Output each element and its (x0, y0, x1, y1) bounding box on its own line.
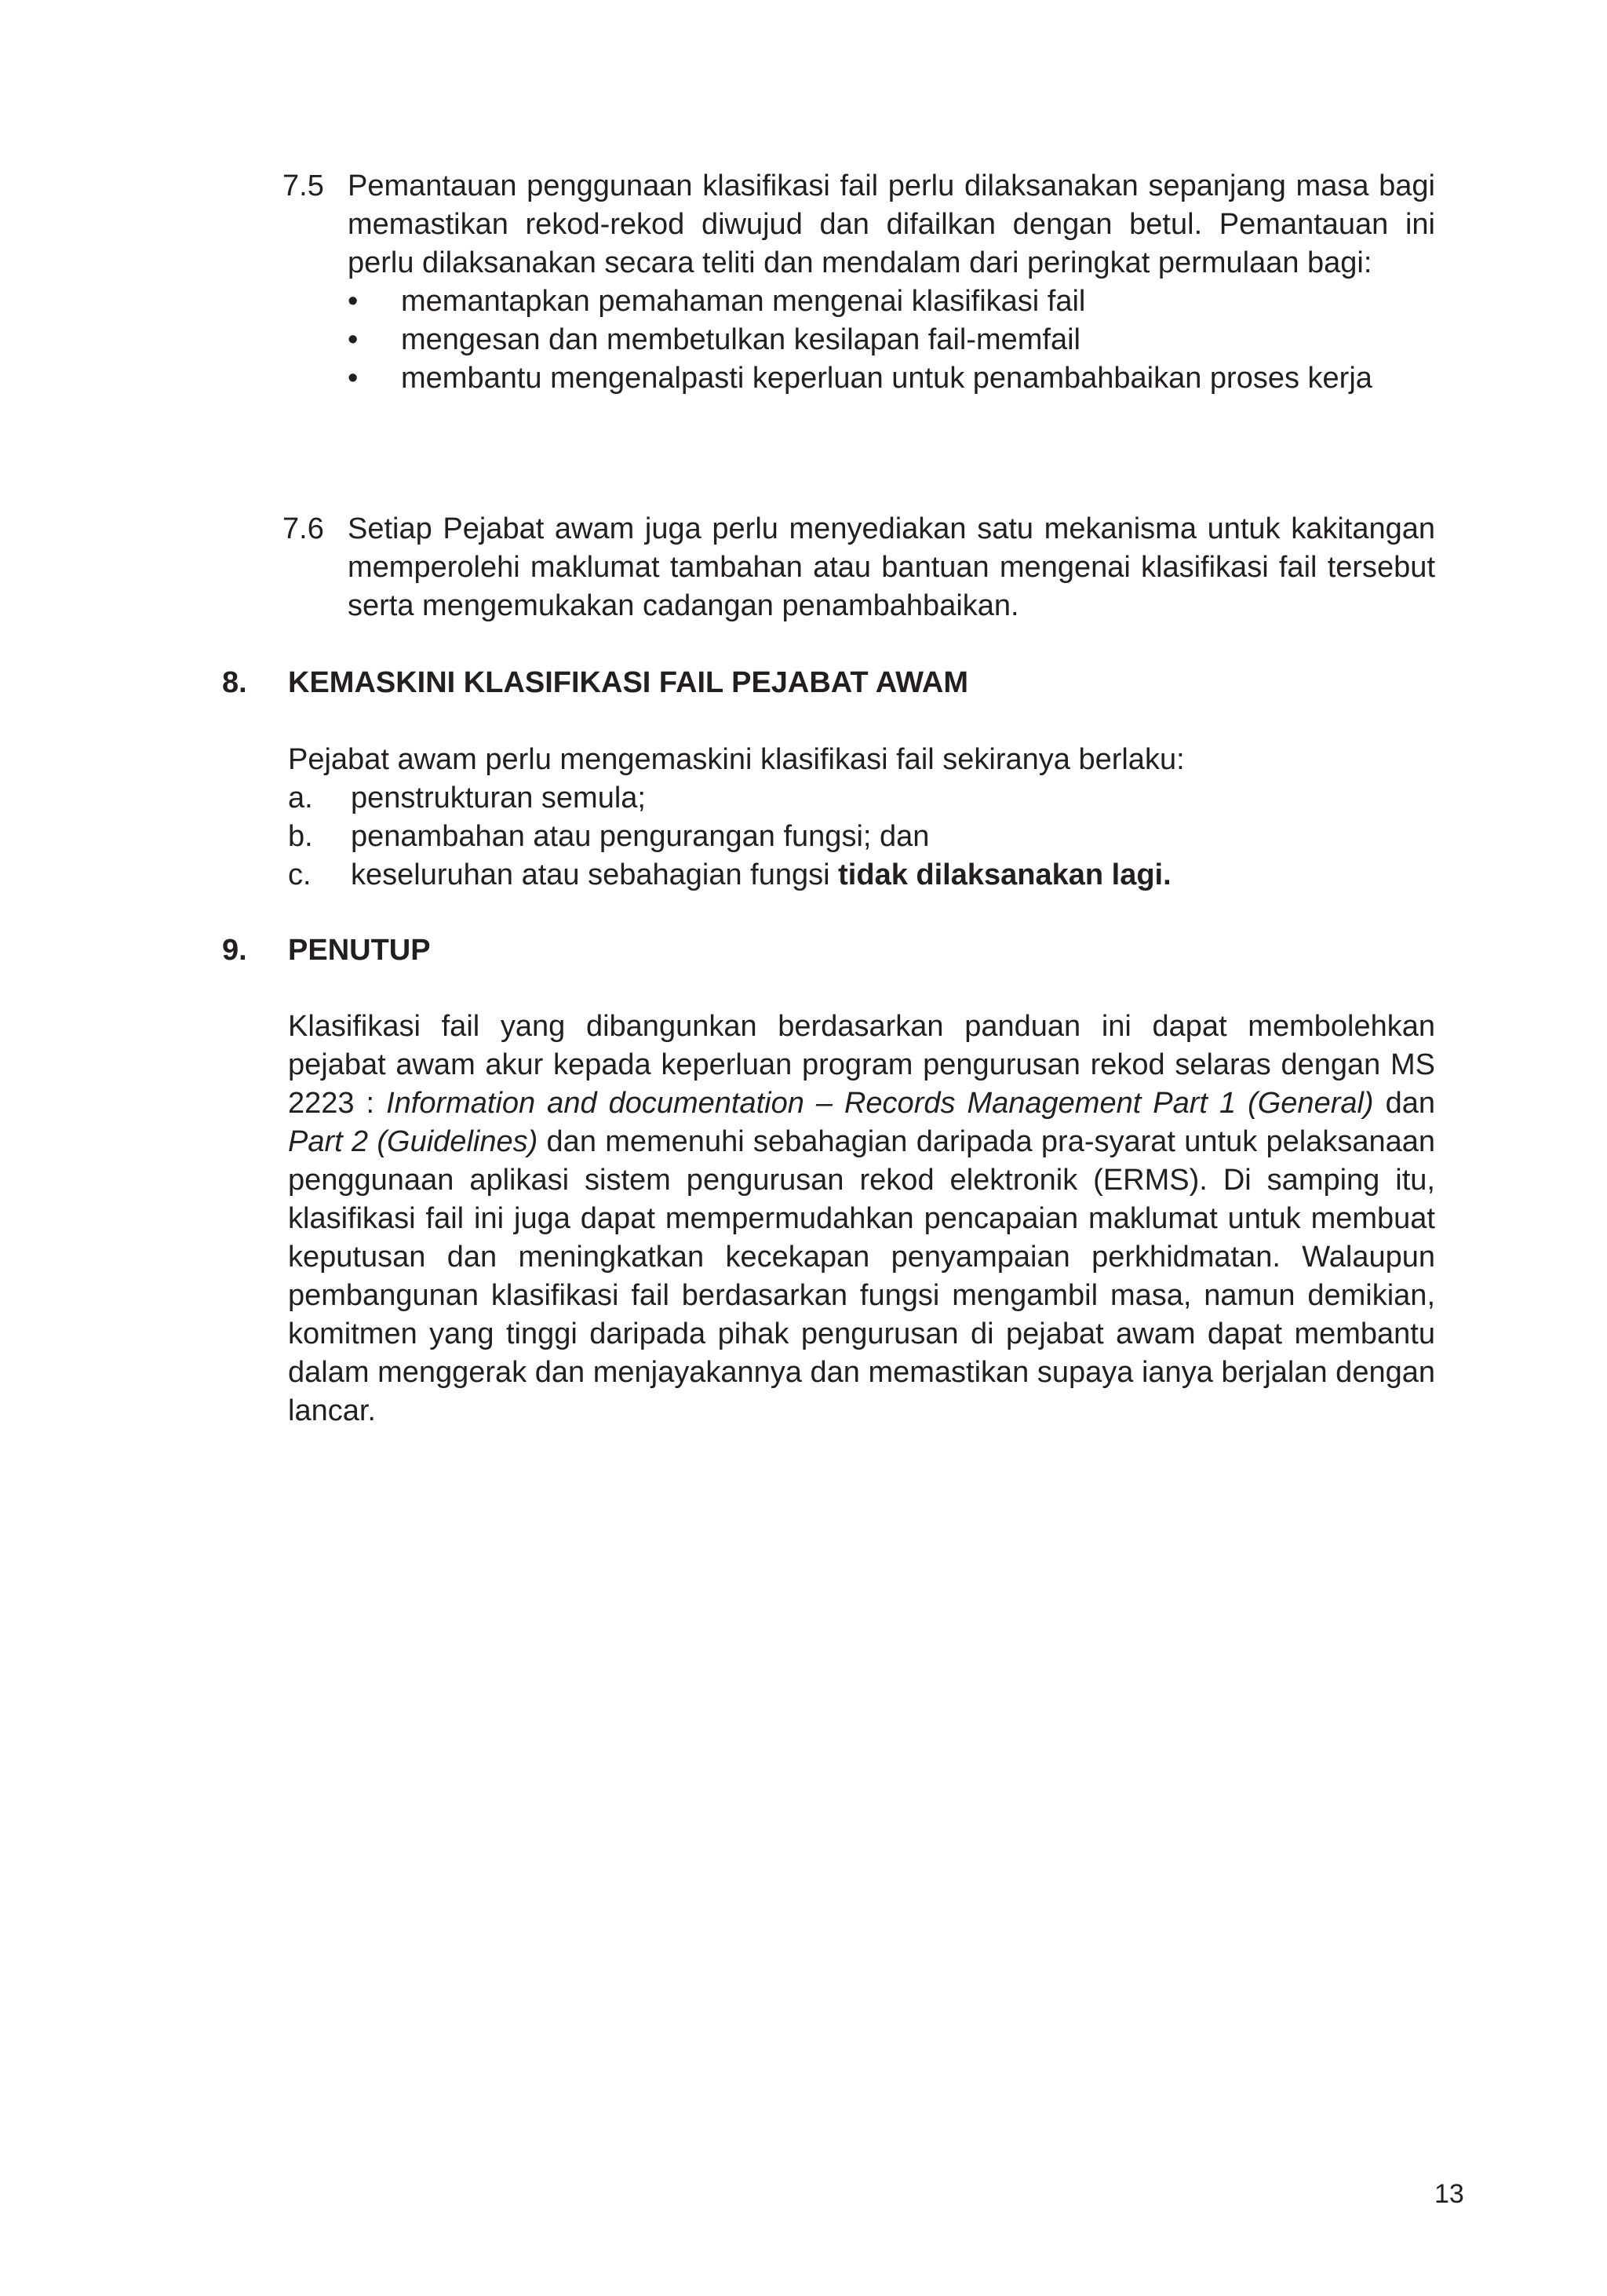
list-marker: b. (288, 820, 313, 853)
bullet-text: memantapkan pemahaman mengenai klasifikasi fail (401, 285, 1086, 318)
bullet-item (348, 359, 1435, 398)
bullet-text: mengesan dan membetulkan kesilapan fail-memfail (401, 323, 1081, 356)
list-marker: c. (288, 858, 312, 891)
section-9-body (288, 1008, 1435, 1430)
section-9-text-1: Klasifikasi fail yang dibangunkan berdasarkan panduan ini dapat membolehkan pejabat awam akur kepada keperluan program pengurusan rekod selaras dengan MS 2223 : (288, 1010, 1435, 1120)
list-item-text: penambahan atau pengurangan fungsi; dan (351, 820, 930, 853)
section-7-5-text (348, 167, 1435, 398)
section-8-body (288, 741, 1435, 895)
section-8-number: 8. (222, 666, 247, 699)
section-8-title: KEMASKINI KLASIFIKASI FAIL PEJABAT AWAM (288, 666, 969, 699)
section-7-5-number: 7.5 (282, 169, 324, 202)
list-item (288, 779, 1435, 818)
section-7-5-bullet-list (348, 282, 1435, 398)
section-7-6-number: 7.6 (282, 512, 324, 545)
section-9-italic-1: Information and documentation – Records Management Part 1 (General) (386, 1087, 1374, 1120)
list-item-text: keseluruhan atau sebahagian fungsi (351, 858, 839, 891)
list-item (288, 818, 1435, 856)
section-9-italic-2: Part 2 (Guidelines) (288, 1125, 538, 1158)
list-item (288, 856, 1435, 895)
bullet-text: membantu mengenalpasti keperluan untuk penambahbaikan proses kerja (401, 362, 1372, 395)
page-number: 13 (1434, 2179, 1464, 2209)
section-9-number: 9. (222, 934, 247, 967)
bullet-marker: • (348, 323, 359, 356)
section-9-title: PENUTUP (288, 934, 431, 967)
section-7-5-paragraph: Pemantauan penggunaan klasifikasi fail perlu dilaksanakan sepanjang masa bagi memastikan rekod-rekod diwujud dan difailkan dengan betul. Pemantauan ini perlu dilaksanakan secara teliti dan mendalam dari peringkat permulaan bagi: (348, 169, 1435, 279)
section-9-text-2: dan (1373, 1087, 1435, 1120)
bullet-item (348, 321, 1435, 359)
section-8-intro: Pejabat awam perlu mengemaskini klasifikasi fail sekiranya berlaku: (288, 743, 1185, 776)
bullet-marker: • (348, 285, 359, 318)
list-marker: a. (288, 782, 313, 815)
list-item-bold-text: tidak dilaksanakan lagi. (838, 858, 1172, 891)
section-8-list (288, 779, 1435, 895)
list-item-text: penstrukturan semula; (351, 782, 646, 815)
section-7-6-text: Setiap Pejabat awam juga perlu menyediakan satu mekanisma untuk kakitangan memperolehi maklumat tambahan atau bantuan mengenai klasifikasi fail tersebut serta mengemukakan cadangan penambahbaikan. (348, 512, 1435, 622)
bullet-item (348, 282, 1435, 321)
bullet-marker: • (348, 362, 359, 395)
section-9-text-3: dan memenuhi sebahagian daripada pra-syarat untuk pelaksanaan penggunaan aplikasi sistem pengurusan rekod elektronik (ERMS). Di samping itu, klasifikasi fail ini juga dapat mempermudahkan pencapaian maklumat untuk membuat keputusan dan meningkatkan kecekapan penyampaian perkhidmatan. Walaupun pembangunan klasifikasi fail berdasarkan fungsi mengambil masa, namun demikian, komitmen yang tinggi daripada pihak pengurusan di pejabat awam dapat membantu dalam menggerak dan menjayakannya dan memastikan supaya ianya berjalan dengan lancar. (288, 1125, 1435, 1427)
